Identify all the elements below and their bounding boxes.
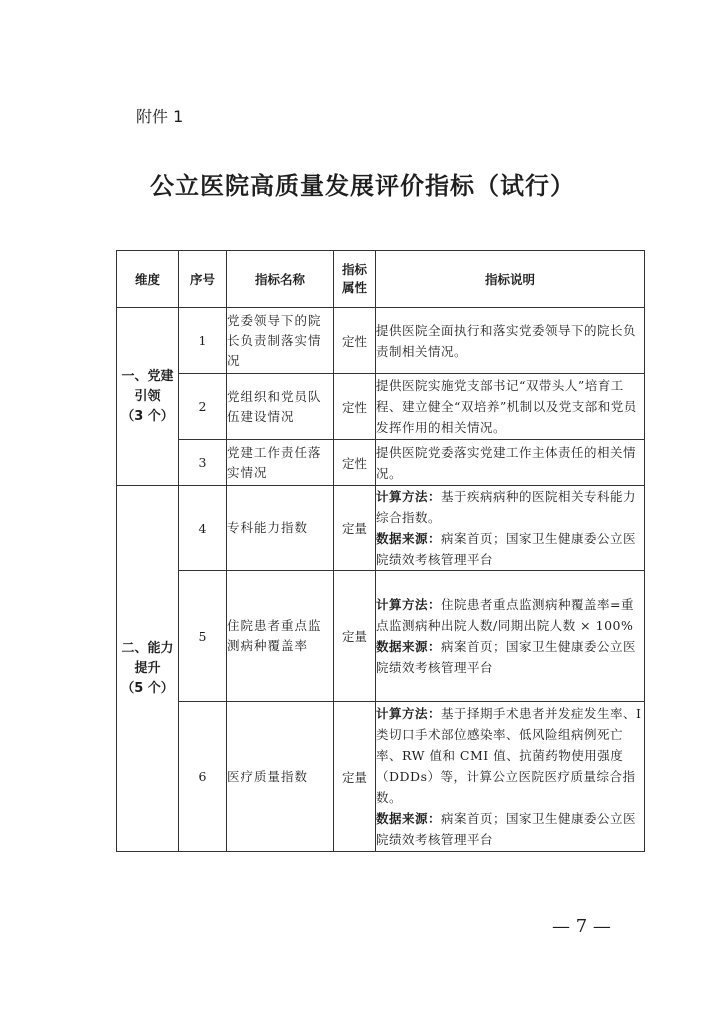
name-cell: 医疗质量指数 [227, 702, 334, 852]
source-label: 数据来源： [376, 811, 442, 826]
indicator-table [116, 250, 645, 852]
desc-cell: 提供医院全面执行和落实党委领导下的院长负责制相关情况。 [376, 308, 645, 374]
attr-cell: 定性 [334, 374, 376, 440]
desc-cell: 提供医院党委落实党建工作主体责任的相关情况。 [376, 440, 645, 486]
desc-cell [376, 702, 645, 852]
attr-cell: 定量 [334, 571, 376, 702]
table-header-row [117, 251, 645, 308]
source-text: 病案首页；国家卫生健康委公立医院绩效考核管理平台 [376, 811, 637, 847]
attr-cell: 定量 [334, 486, 376, 571]
dimension-line3: （5 个） [121, 680, 174, 696]
header-seq: 序号 [179, 251, 227, 308]
seq-cell: 2 [179, 374, 227, 440]
attr-cell: 定性 [334, 308, 376, 374]
calc-text: 基于择期手术患者并发症发生率、I 类切口手术部位感染率、低风险组病例死亡率、RW 值和 CMI 值、抗菌药物使用强度（DDDs）等，计算公立医院医疗质量综合指数。 [376, 706, 642, 805]
header-attr-line1: 指标 [341, 262, 367, 277]
source-text: 病案首页；国家卫生健康委公立医院绩效考核管理平台 [376, 531, 637, 567]
calc-label: 计算方法： [376, 489, 442, 504]
dimension-line2: 引领 [134, 388, 161, 404]
header-dimension: 维度 [117, 251, 179, 308]
calc-label: 计算方法： [376, 597, 442, 612]
table-row [117, 374, 645, 440]
dimension-line3: （3 个） [121, 408, 174, 424]
seq-cell: 4 [179, 486, 227, 571]
source-label: 数据来源： [376, 531, 442, 546]
name-cell: 党委领导下的院长负责制落实情况 [227, 308, 334, 374]
source-label: 数据来源： [376, 639, 442, 654]
dimension-cell [117, 308, 179, 486]
dimension-line2: 提升 [134, 660, 161, 676]
desc-cell: 提供医院实施党支部书记“双带头人”培育工程、建立健全“双培养”机制以及党支部和党员发挥作用的相关情况。 [376, 374, 645, 440]
calc-text: 基于疾病病种的医院相关专科能力综合指数。 [376, 489, 637, 525]
desc-cell [376, 486, 645, 571]
name-cell: 住院患者重点监测病种覆盖率 [227, 571, 334, 702]
header-name: 指标名称 [227, 251, 334, 308]
table-row [117, 308, 645, 374]
document-title: 公立医院高质量发展评价指标（试行） [150, 171, 575, 200]
seq-cell: 6 [179, 702, 227, 852]
dimension-line1: 二、能力 [121, 640, 174, 656]
seq-cell: 5 [179, 571, 227, 702]
dimension-line1: 一、党建 [121, 368, 174, 384]
name-cell: 专科能力指数 [227, 486, 334, 571]
desc-cell [376, 571, 645, 702]
name-cell: 党建工作责任落实情况 [227, 440, 334, 486]
calc-text: 住院患者重点监测病种覆盖率=重点监测病种出院人数/同期出院人数 × 100% [376, 597, 634, 633]
name-cell: 党组织和党员队伍建设情况 [227, 374, 334, 440]
header-attr-line2: 属性 [341, 280, 367, 295]
seq-cell: 3 [179, 440, 227, 486]
attachment-label: 附件 1 [136, 107, 184, 126]
attr-cell: 定量 [334, 702, 376, 852]
page-number: — 7 — [552, 916, 611, 937]
seq-cell: 1 [179, 308, 227, 374]
dimension-cell [117, 486, 179, 852]
table-row [117, 440, 645, 486]
table-row [117, 571, 645, 702]
attr-cell: 定性 [334, 440, 376, 486]
table-row [117, 486, 645, 571]
header-desc: 指标说明 [376, 251, 645, 308]
calc-label: 计算方法： [376, 706, 442, 721]
header-attr [334, 251, 376, 308]
source-text: 病案首页；国家卫生健康委公立医院绩效考核管理平台 [376, 639, 637, 675]
table-row [117, 702, 645, 852]
